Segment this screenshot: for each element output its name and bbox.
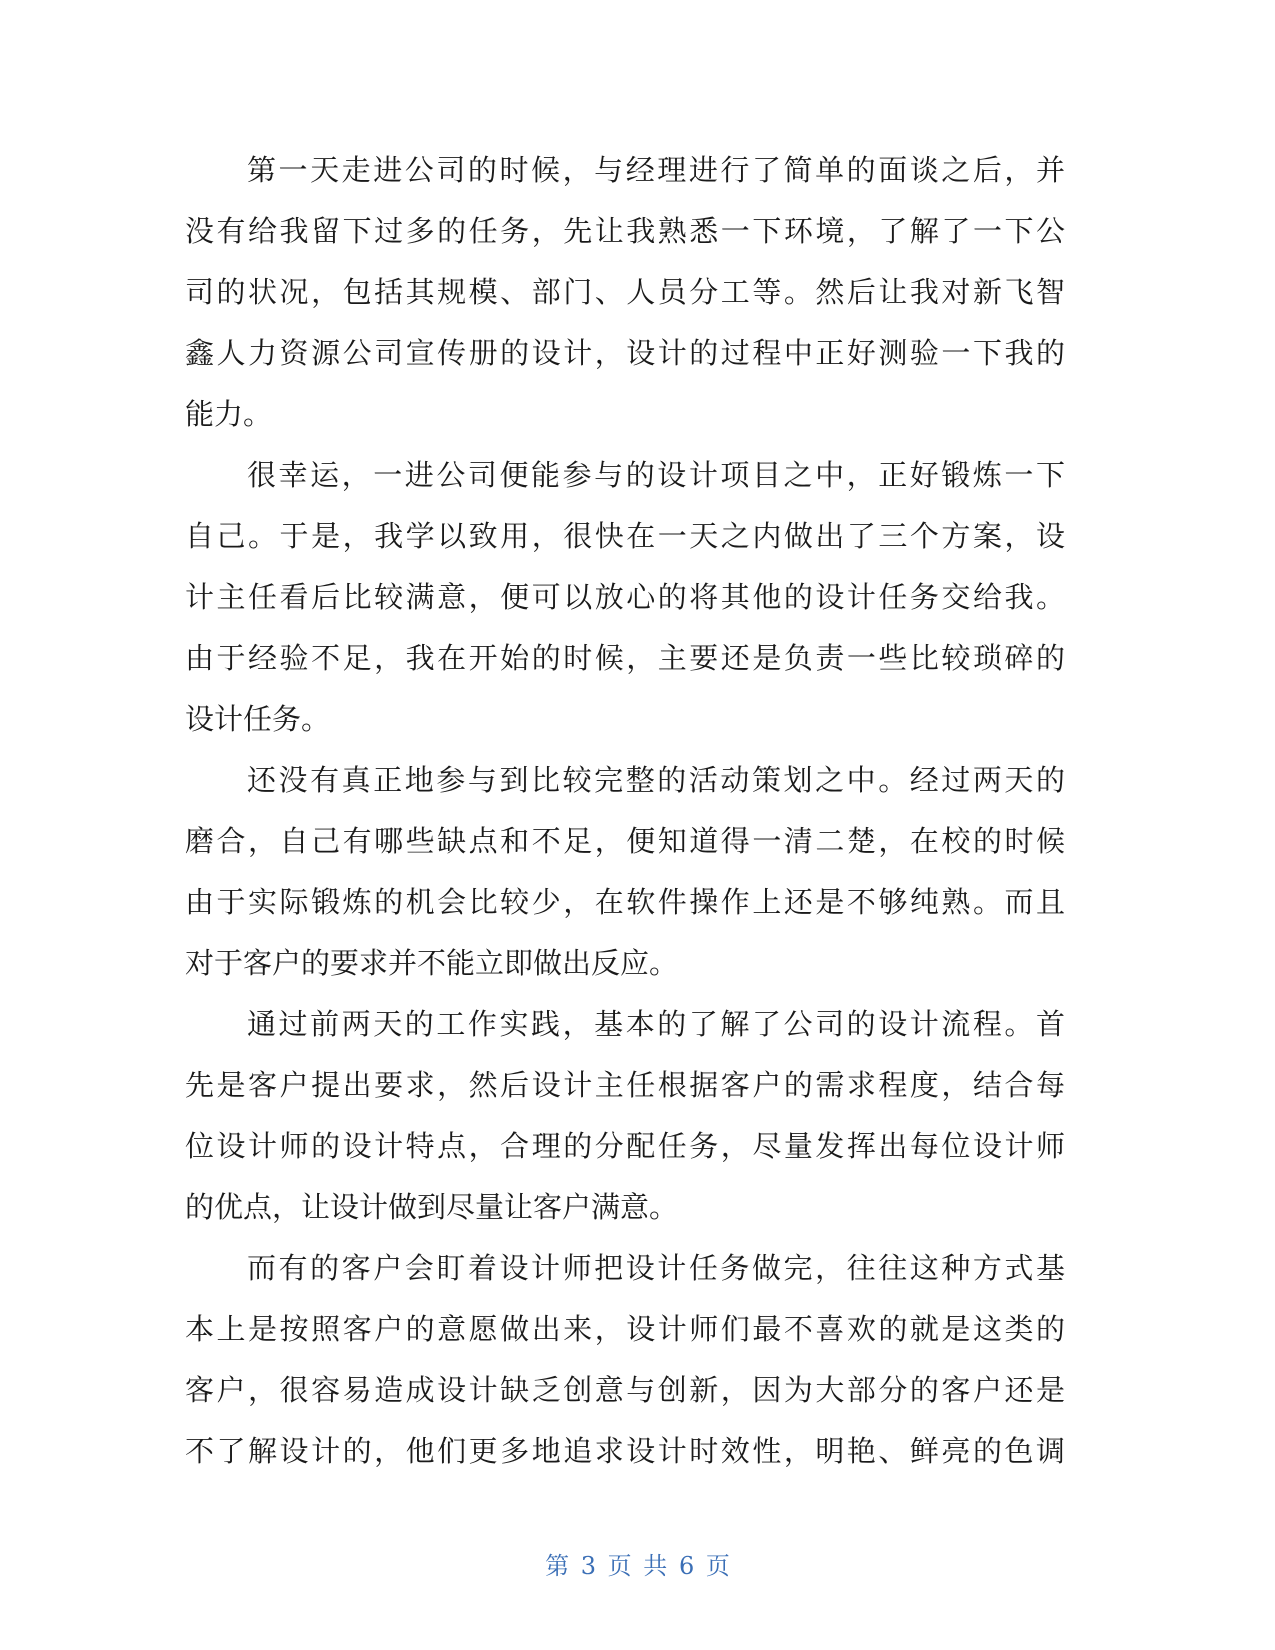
paragraph-line: 很幸运，一进公司便能参与的设计项目之中，正好锻炼一下 — [247, 458, 1065, 492]
paragraph-line: 设计任务。 — [185, 702, 331, 736]
paragraph-line: 自己。于是，我学以致用，很快在一天之内做出了三个方案，设 — [185, 519, 1065, 553]
paragraph-line: 的优点，让设计做到尽量让客户满意。 — [185, 1190, 679, 1224]
paragraph-line: 计主任看后比较满意，便可以放心的将其他的设计任务交给我。 — [185, 580, 1065, 614]
paragraph-line: 客户，很容易造成设计缺乏创意与创新，因为大部分的客户还是 — [185, 1373, 1065, 1407]
paragraph-line: 由于实际锻炼的机会比较少，在软件操作上还是不够纯熟。而且 — [185, 885, 1065, 919]
paragraph-line: 本上是按照客户的意愿做出来，设计师们最不喜欢的就是这类的 — [185, 1312, 1065, 1346]
paragraph-line: 鑫人力资源公司宣传册的设计，设计的过程中正好测验一下我的 — [185, 336, 1065, 370]
paragraph-line: 而有的客户会盯着设计师把设计任务做完，往往这种方式基 — [247, 1251, 1065, 1285]
paragraph-line: 通过前两天的工作实践，基本的了解了公司的设计流程。首 — [247, 1007, 1065, 1041]
paragraph-line: 没有给我留下过多的任务，先让我熟悉一下环境，了解了一下公 — [185, 214, 1065, 248]
paragraph-line: 先是客户提出要求，然后设计主任根据客户的需求程度，结合每 — [185, 1068, 1065, 1102]
paragraph-line: 位设计师的设计特点，合理的分配任务，尽量发挥出每位设计师 — [185, 1129, 1065, 1163]
paragraph-line: 司的状况，包括其规模、部门、人员分工等。然后让我对新飞智 — [185, 275, 1065, 309]
paragraph-line: 还没有真正地参与到比较完整的活动策划之中。经过两天的 — [247, 763, 1065, 797]
paragraph-line: 对于客户的要求并不能立即做出反应。 — [185, 946, 679, 980]
paragraph-line: 第一天走进公司的时候，与经理进行了简单的面谈之后，并 — [247, 153, 1065, 187]
paragraph-line: 能力。 — [185, 397, 273, 431]
paragraph-line: 不了解设计的，他们更多地追求设计时效性，明艳、鲜亮的色调 — [185, 1434, 1065, 1468]
page-number-footer: 第 3 页 共 6 页 — [545, 1552, 730, 1580]
paragraph-line: 由于经验不足，我在开始的时候，主要还是负责一些比较琐碎的 — [185, 641, 1065, 675]
paragraph-line: 磨合，自己有哪些缺点和不足，便知道得一清二楚，在校的时候 — [185, 824, 1065, 858]
document-body — [185, 140, 1065, 1482]
